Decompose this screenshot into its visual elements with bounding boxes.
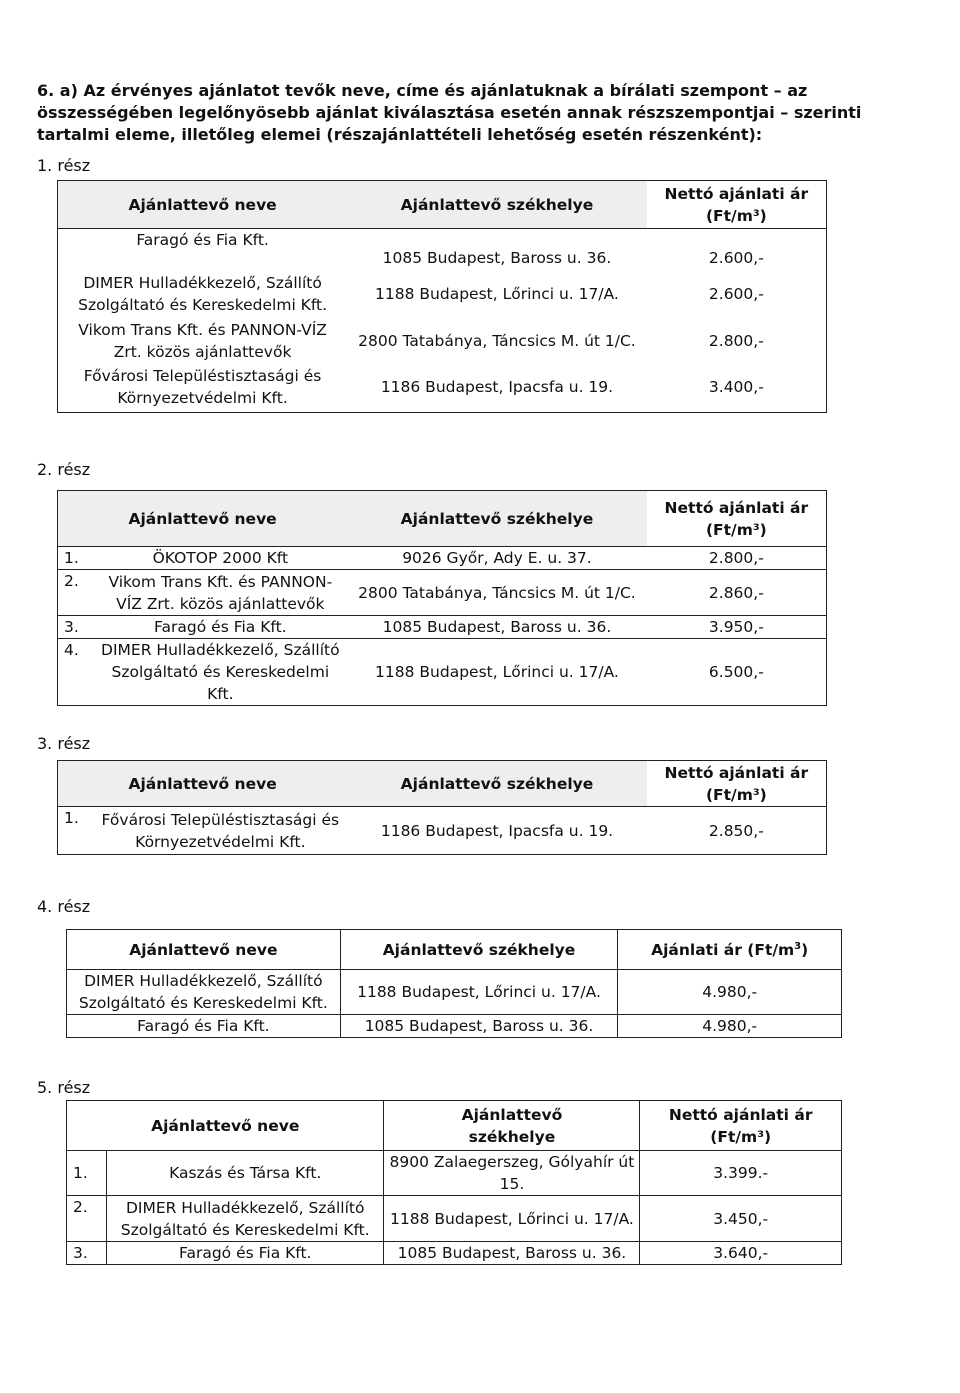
bidder-address: 1188 Budapest, Lőrinci u. 17/A. <box>384 1196 640 1242</box>
header-price: Nettó ajánlati ár (Ft/m³) <box>647 761 827 807</box>
header-price: Nettó ajánlati ár (Ft/m³) <box>647 181 827 229</box>
bidder-price: 2.800,- <box>647 547 827 570</box>
rank-number: 2. <box>58 570 94 616</box>
bidder-address: 1186 Budapest, Ipacsfa u. 19. <box>347 807 647 855</box>
bidder-name: Kaszás és Társa Kft. <box>106 1151 384 1196</box>
header-price: Ajánlati ár $(Ft/m^3)$ <box>618 930 842 970</box>
bidder-address: 9026 Győr, Ady E. u. 37. <box>347 547 647 570</box>
table-row <box>58 229 827 269</box>
bidder-price: 3.950,- <box>647 616 827 639</box>
header-address: Ajánlattevő székhelye <box>347 761 647 807</box>
bidder-price: 2.600,- <box>647 229 827 269</box>
bidder-price: 2.860,- <box>647 570 827 616</box>
table-row <box>58 639 827 706</box>
header-price: Nettó ajánlati ár (Ft/m³) <box>647 491 827 547</box>
bidder-price: 2.800,- <box>647 319 827 363</box>
table-row <box>58 269 827 319</box>
table-row <box>58 319 827 363</box>
table-row <box>58 616 827 639</box>
part-4-label: 4. rész <box>37 897 91 916</box>
rank-number: 2. <box>67 1196 107 1242</box>
header-name: Ajánlattevő neve <box>58 761 348 807</box>
bidder-name: Vikom Trans Kft. és PANNON-VÍZ Zrt. közös ajánlattevők <box>93 570 347 616</box>
bidder-price: 4.980,- <box>618 1015 842 1038</box>
table-header-row <box>58 491 827 547</box>
bidder-price: 3.640,- <box>640 1242 842 1265</box>
table-row <box>67 1196 842 1242</box>
bidder-address: 1085 Budapest, Baross u. 36. <box>347 616 647 639</box>
bidder-address: 8900 Zalaegerszeg, Gólyahír út 15. <box>384 1151 640 1196</box>
bidder-name: Fővárosi Településtisztasági és Környezetvédelmi Kft. <box>58 363 348 413</box>
table-row <box>58 570 827 616</box>
header-price: Nettó ajánlati ár (Ft/m³) <box>640 1101 842 1151</box>
table-header-row <box>67 1101 842 1151</box>
table-row <box>67 1242 842 1265</box>
section-heading: 6. a) Az érvényes ajánlatot tevők neve, címe és ajánlatuknak a bírálati szempont – az összességében legelőnyösebb ajánlat kiválasztása esetén annak részszempontjai – szerinti tartalmi eleme, illetőleg elemei (részajánlattételi lehetőség esetén részenként): <box>37 81 862 144</box>
bidder-address: 1085 Budapest, Baross u. 36. <box>382 248 612 267</box>
part-5-label: 5. rész <box>37 1078 91 1097</box>
rank-number: 1. <box>58 807 94 855</box>
header-address: Ajánlattevő székhelye <box>347 181 647 229</box>
table-row <box>58 807 827 855</box>
bidder-price: 3.400,- <box>647 363 827 413</box>
table-row <box>58 363 827 413</box>
bidder-name: Vikom Trans Kft. és PANNON-VÍZ Zrt. közös ajánlattevők <box>58 319 348 363</box>
rank-number: 1. <box>67 1151 107 1196</box>
bidder-name: Faragó és Fia Kft. <box>106 1242 384 1265</box>
bidder-price: 4.980,- <box>618 970 842 1015</box>
table-row <box>58 547 827 570</box>
bidder-name: DIMER Hulladékkezelő, Szállító Szolgáltató és Kereskedelmi Kft. <box>58 269 348 319</box>
header-name: Ajánlattevő neve <box>67 930 341 970</box>
part-3-table <box>57 760 827 855</box>
bidder-address: 1188 Budapest, Lőrinci u. 17/A. <box>375 284 619 303</box>
part-1-label: 1. rész <box>37 156 91 175</box>
part-1-table <box>57 180 827 413</box>
table-row <box>67 1151 842 1196</box>
table-header-row <box>58 181 827 229</box>
bidder-name: DIMER Hulladékkezelő, Szállító Szolgáltató és Kereskedelmi Kft. <box>106 1196 384 1242</box>
bidder-name: DIMER Hulladékkezelő, Szállító Szolgáltató és Kereskedelmi Kft. <box>93 639 347 706</box>
bidder-name: Faragó és Fia Kft. <box>58 229 348 269</box>
bidder-name: Faragó és Fia Kft. <box>93 616 347 639</box>
header-address: Ajánlattevő székhelye <box>384 1101 640 1151</box>
bidder-address: 2800 Tatabánya, Táncsics M. út 1/C. <box>347 570 647 616</box>
bidder-address: 2800 Tatabánya, Táncsics M. út 1/C. <box>358 331 636 350</box>
bidder-address: 1085 Budapest, Baross u. 36. <box>384 1242 640 1265</box>
table-row <box>67 1015 842 1038</box>
rank-number: 1. <box>58 547 94 570</box>
part-5-table <box>66 1100 842 1265</box>
header-name: Ajánlattevő neve <box>58 491 348 547</box>
rank-number: 4. <box>58 639 94 706</box>
table-header-row <box>67 930 842 970</box>
part-2-table <box>57 490 827 706</box>
bidder-price: 2.850,- <box>647 807 827 855</box>
table-header-row <box>58 761 827 807</box>
bidder-address: 1186 Budapest, Ipacsfa u. 19. <box>347 363 647 413</box>
bidder-address: 1188 Budapest, Lőrinci u. 17/A. <box>340 970 618 1015</box>
bidder-name: DIMER Hulladékkezelő, Szállító Szolgáltató és Kereskedelmi Kft. <box>67 970 341 1015</box>
part-2-label: 2. rész <box>37 460 91 479</box>
header-address: Ajánlattevő székhelye <box>347 491 647 547</box>
bidder-price: 6.500,- <box>647 639 827 706</box>
bidder-address: 1188 Budapest, Lőrinci u. 17/A. <box>347 639 647 706</box>
bidder-address: 1085 Budapest, Baross u. 36. <box>340 1015 618 1038</box>
table-row <box>67 970 842 1015</box>
rank-number: 3. <box>58 616 94 639</box>
header-name: Ajánlattevő neve <box>67 1101 384 1151</box>
part-4-table <box>66 929 842 1038</box>
bidder-name: ÖKOTOP 2000 Kft <box>93 547 347 570</box>
header-name: Ajánlattevő neve <box>58 181 348 229</box>
bidder-name: Faragó és Fia Kft. <box>67 1015 341 1038</box>
part-3-label: 3. rész <box>37 734 91 753</box>
bidder-price: 2.600,- <box>647 269 827 319</box>
bidder-price: 3.399.- <box>640 1151 842 1196</box>
rank-number: 3. <box>67 1242 107 1265</box>
bidder-price: 3.450,- <box>640 1196 842 1242</box>
header-address: Ajánlattevő székhelye <box>340 930 618 970</box>
bidder-name: Fővárosi Településtisztasági és Környezetvédelmi Kft. <box>93 807 347 855</box>
